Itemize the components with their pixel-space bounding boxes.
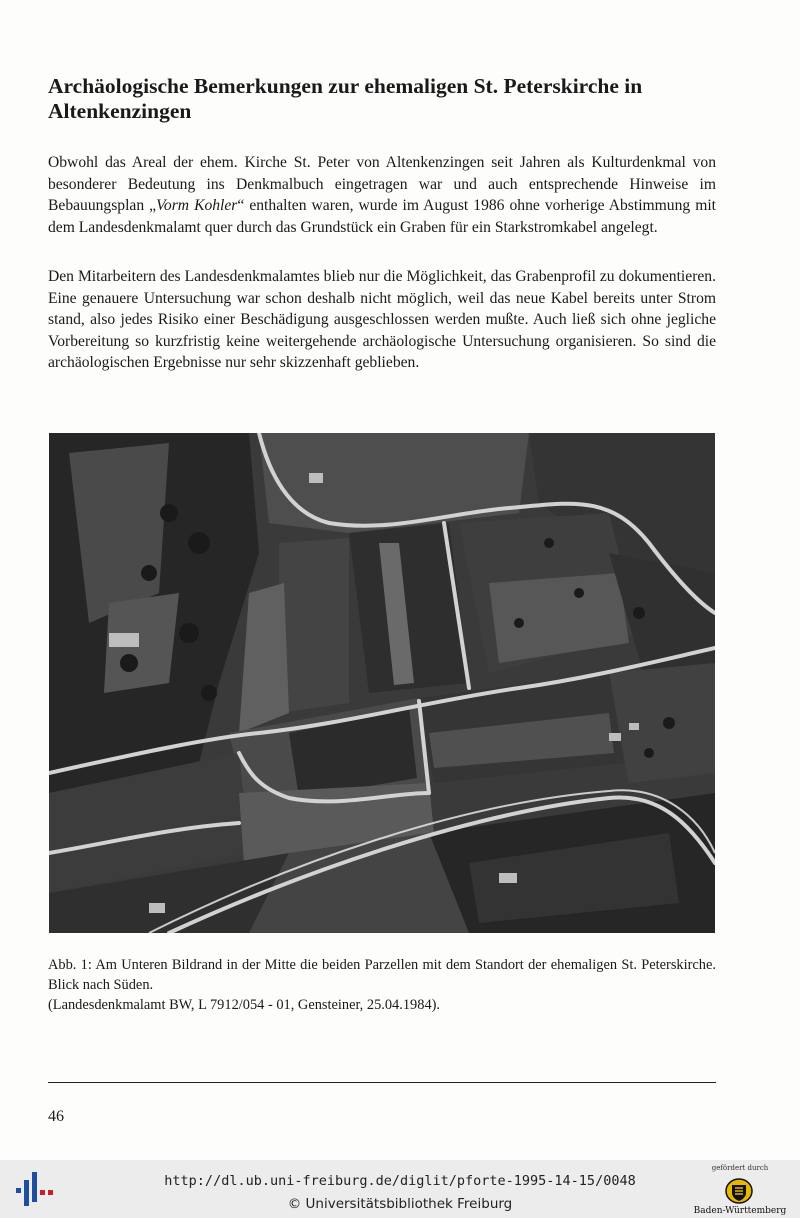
paragraph-2: Den Mitarbeitern des Landesdenkmalamtes blieb nur die Möglichkeit, das Grabenprofil zu dokumentieren. Eine genauere Untersuchung war schon deshalb nicht möglich, weil das neue Kabel bereits unter Strom stand, also jedes Risiko einer Beschädigung ausgeschlossen werden mußte. Auch ließ sich ohne jegliche Vorbereitung so kurzfristig keine weitergehende archäologische Untersuchung organisieren. So sind die archäologischen Ergebnisse nur sehr skizzenhaft geblieben.: [48, 268, 716, 372]
footnote-divider: [48, 1082, 716, 1083]
paragraph-1: Obwohl das Areal der ehem. Kirche St. Peter von Altenkenzingen seit Jahren als Kulturdenkmal von besonderer Bedeutung ins Denkmalbuch eingetragen war und auch entsprechende Hinweise im Bebauungsplan „Vorm Kohler“ enthalten waren, wurde im August 1986 ohne vorherige Abstimmung mit dem Landesdenkmalamt quer durch das Grundstück ein Graben für ein Starkstromkabel angelegt.: [48, 154, 717, 236]
figure-caption-line-2: (Landesdenkmalamt BW, L 7912/054 - 01, Gensteiner, 25.04.1984).: [48, 997, 441, 1013]
baden-wuerttemberg-crest-icon: [725, 1177, 753, 1205]
aerial-photograph: [49, 433, 715, 933]
source-url-link[interactable]: http://dl.ub.uni-freiburg.de/diglit/pforte-1995-14-15/0048: [164, 1173, 636, 1189]
sponsor-block: [690, 1164, 790, 1218]
copyright-text: © Universitätsbibliothek Freiburg: [287, 1196, 513, 1212]
article-title: Archäologische Bemerkungen zur ehemaligen St. Peterskirche in Altenkenzingen: [48, 74, 643, 123]
figure-caption-line-1: Abb. 1: Am Unteren Bildrand in der Mitte die beiden Parzellen mit dem Standort der ehemaligen St. Peterskirche. Blick nach Süden.: [48, 957, 716, 993]
sponsor-name: Baden-Württemberg: [693, 1206, 787, 1216]
digitization-footer: [0, 1160, 800, 1218]
sponsor-label: gefördert durch: [711, 1164, 769, 1172]
aerial-photo-illustration: [49, 433, 715, 933]
plan-name: Vorm Kohler: [156, 197, 238, 215]
figure-caption: [48, 955, 716, 1015]
page-number: 46: [48, 1108, 64, 1125]
